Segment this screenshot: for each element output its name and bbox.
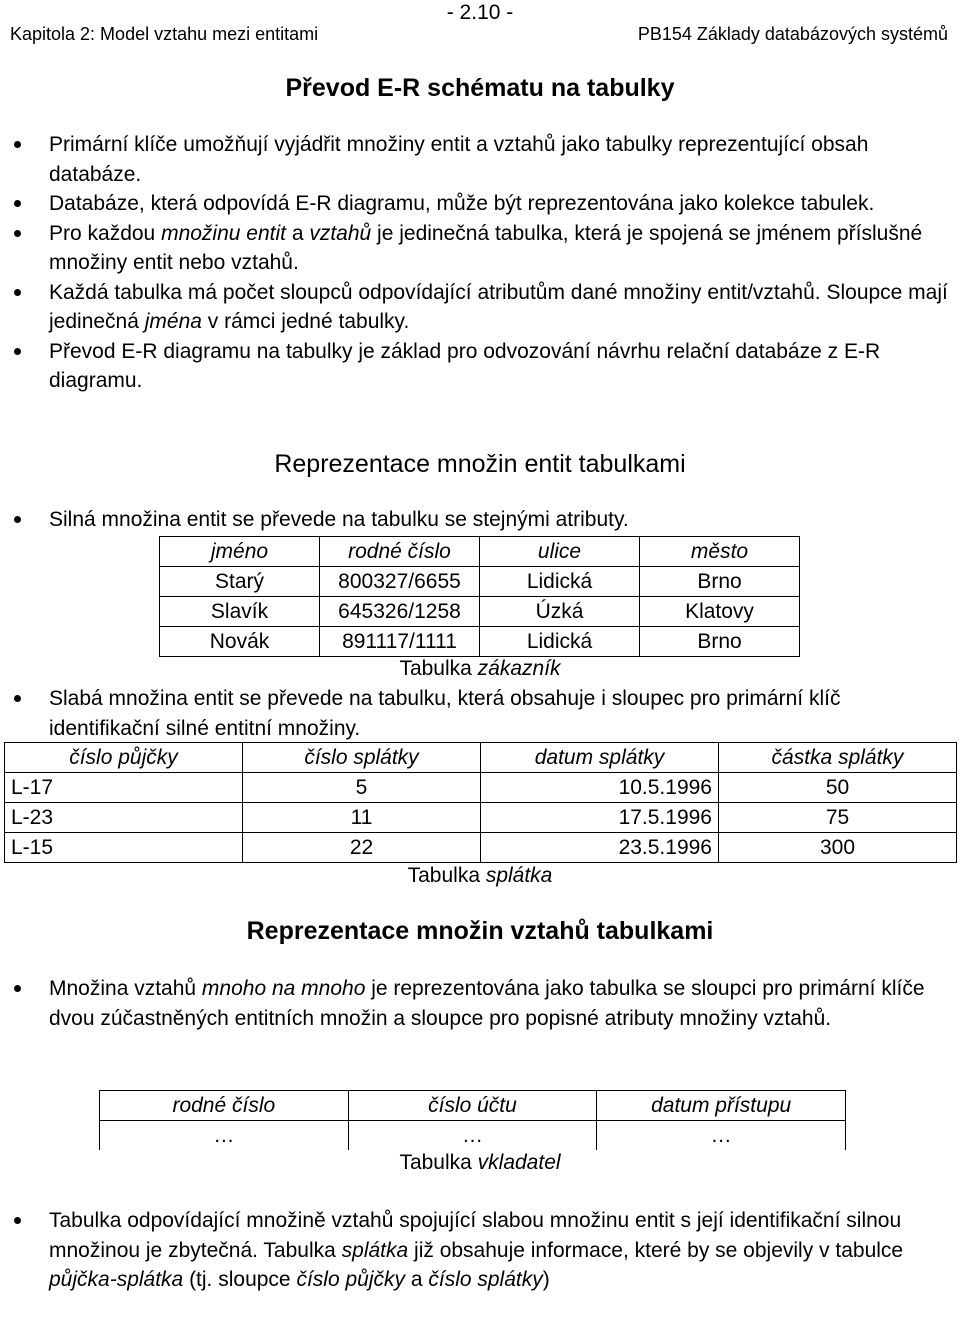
text: je reprezentována jako tabulka se sloupci pro primární klíče dvou zúčastněných entitních množin a sloupce pro popisné atributy množiny vztahů. [49, 977, 925, 1030]
column-header: jméno [160, 537, 320, 567]
table-header-row [100, 1091, 846, 1121]
table-header-row [160, 537, 800, 567]
text: Množina vztahů [49, 977, 202, 1000]
emphasis: číslo splátky [428, 1268, 543, 1291]
list-item: Slabá množina entit se převede na tabulku, která obsahuje i sloupec pro primární klíč identifikační silné entitní množiny. [49, 684, 949, 743]
section2-bullet-2 [49, 684, 949, 743]
list-item: Převod E-R diagramu na tabulky je základ pro odvozování návrhu relační databáze z E-R diagramu. [49, 337, 949, 396]
table-cell: 22 [243, 833, 481, 863]
table-cell: 645326/1258 [320, 597, 480, 627]
table-header-row [5, 743, 957, 773]
page-number: - 2.10 - [446, 1, 514, 24]
emphasis: mnoho na mnoho [201, 977, 366, 1000]
table-row [160, 627, 800, 657]
text: Tabulka odpovídající množině vztahů spojující slabou množinu entit s její identifikační silnou množinou je zbytečná. Tabulka [49, 1209, 902, 1262]
table-cell: Brno [640, 567, 800, 597]
table-cell: … [348, 1121, 597, 1151]
table-cell: 891117/1111 [320, 627, 480, 657]
list-item [49, 278, 949, 337]
table-caption-zakaznik [0, 654, 960, 684]
list-item [49, 219, 949, 278]
table-splatka [4, 742, 957, 863]
list-item: Silná množina entit se převede na tabulku se stejnými atributy. [49, 505, 949, 535]
column-header: ulice [480, 537, 640, 567]
table-cell: 17.5.1996 [481, 803, 719, 833]
section3-bullet-1 [49, 974, 949, 1033]
table-cell: Starý [160, 567, 320, 597]
caption-prefix: Tabulka [399, 657, 478, 680]
list-item [49, 974, 949, 1033]
table-caption-splatka [0, 861, 960, 891]
table-cell: 50 [719, 773, 957, 803]
table-zakaznik [159, 536, 800, 657]
caption-name: splátka [485, 864, 553, 887]
column-header: datum splátky [481, 743, 719, 773]
table-cell: L-15 [5, 833, 243, 863]
caption-name: vkladatel [477, 1151, 561, 1174]
text: Každá tabulka má počet sloupců odpovídající atributům dané množiny entit/vztahů. Sloupce mají jedinečná [49, 280, 948, 333]
caption-prefix: Tabulka [399, 1151, 478, 1174]
column-header: částka splátky [719, 743, 957, 773]
chapter-header: Kapitola 2: Model vztahu mezi entitami [10, 24, 319, 44]
table-cell: L-23 [5, 803, 243, 833]
emphasis: číslo půjčky [296, 1268, 405, 1291]
table-cell: Lidická [480, 567, 640, 597]
emphasis: jména [144, 310, 202, 333]
text: a [405, 1268, 429, 1291]
table-row [5, 833, 957, 863]
table-cell: … [597, 1121, 846, 1151]
section1-bullets [49, 130, 949, 396]
text: (tj. sloupce [183, 1268, 297, 1291]
table-cell: 75 [719, 803, 957, 833]
table-cell: Klatovy [640, 597, 800, 627]
list-item [49, 1206, 949, 1295]
text: v rámci jedné tabulky. [201, 310, 410, 333]
column-header: číslo půjčky [5, 743, 243, 773]
emphasis: množinu entit [161, 221, 286, 245]
section2-bullet-1 [49, 505, 949, 535]
caption-name: zákazník [477, 657, 561, 680]
text: již obsahuje informace, které by se objevily v tabulce [408, 1238, 904, 1262]
table-row [100, 1121, 846, 1151]
column-header: město [640, 537, 800, 567]
table-cell: 5 [243, 773, 481, 803]
section3-bullet-2 [49, 1206, 949, 1295]
column-header: rodné číslo [100, 1091, 349, 1121]
table-cell: … [100, 1121, 349, 1151]
column-header: rodné číslo [320, 537, 480, 567]
section-title-prevod: Převod E-R schématu na tabulky [285, 74, 675, 102]
table-row [5, 803, 957, 833]
table-cell: 11 [243, 803, 481, 833]
caption-prefix: Tabulka [407, 864, 486, 887]
table-cell: Úzká [480, 597, 640, 627]
section-title-entity-sets: Reprezentace množin entit tabulkami [274, 450, 686, 478]
table-caption-vkladatel [0, 1148, 960, 1178]
text: je jedinečná tabulka, která je spojená se jménem příslušné množiny entit nebo vztahů. [49, 221, 923, 274]
table-row [160, 597, 800, 627]
text: Pro každou [49, 221, 162, 245]
list-item: Databáze, která odpovídá E-R diagramu, může být reprezentována jako kolekce tabulek. [49, 189, 949, 219]
table-cell: 10.5.1996 [481, 773, 719, 803]
text: a [285, 221, 310, 245]
table-cell: Novák [160, 627, 320, 657]
emphasis: splátka [341, 1238, 409, 1262]
emphasis: půjčka-splátka [49, 1268, 184, 1291]
table-cell: 800327/6655 [320, 567, 480, 597]
section-title-relationship-sets: Reprezentace množin vztahů tabulkami [246, 917, 714, 945]
column-header: číslo účtu [348, 1091, 597, 1121]
column-header: číslo splátky [243, 743, 481, 773]
table-vkladatel [99, 1090, 846, 1150]
course-header: PB154 Základy databázových systémů [637, 24, 948, 44]
table-cell: L-17 [5, 773, 243, 803]
column-header: datum přístupu [597, 1091, 846, 1121]
table-row [160, 567, 800, 597]
table-cell: 300 [719, 833, 957, 863]
table-cell: Lidická [480, 627, 640, 657]
table-row [5, 773, 957, 803]
list-item: Primární klíče umožňují vyjádřit množiny entit a vztahů jako tabulky reprezentující obsah databáze. [49, 130, 949, 189]
emphasis: vztahů [309, 221, 372, 245]
table-cell: Slavík [160, 597, 320, 627]
table-cell: 23.5.1996 [481, 833, 719, 863]
text: ) [542, 1268, 550, 1291]
table-cell: Brno [640, 627, 800, 657]
